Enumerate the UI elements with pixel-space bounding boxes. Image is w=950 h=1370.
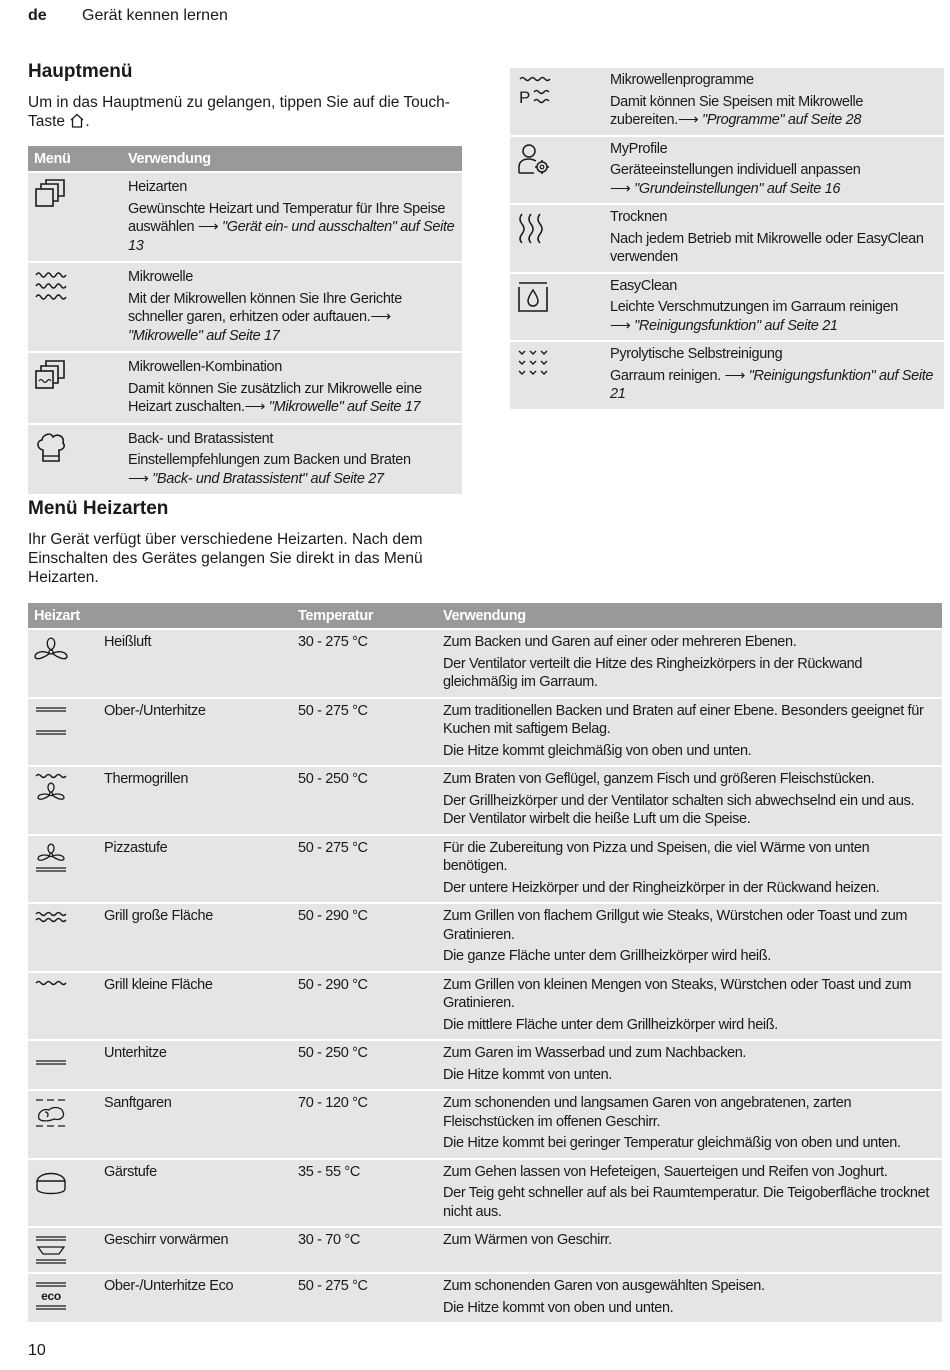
heating-temp: 50 - 290 °C [292,903,437,972]
heating-row [28,903,942,972]
heating-detail: Die ganze Fläche unter dem Grillheizkörper wird heiß. [443,948,771,964]
heating-name: Sanftgaren [98,1090,292,1159]
heating-use: Zum schonenden und langsamen Garen von angebratenen, zarten Fleischstücken im offenen Geschirr. [443,1095,852,1130]
heating-name: Geschirr vorwärmen [98,1227,292,1273]
heating-use: Zum schonenden Garen von ausgewählten Speisen. [443,1278,765,1294]
heating-use: Zum Grillen von flachem Grillgut wie Steaks, Würstchen oder Toast und zum Gratinieren. [443,908,908,943]
menu-row-back-bratassistent: Back- und Bratassistent Einstellempfehlungen zum Backen und Braten ⟶ "Back- und Bratassistent" auf Seite 27 [28,424,462,495]
heating-use: Zum Backen und Garen auf einer oder mehreren Ebenen. [443,634,797,650]
hauptmenue-intro-end: . [85,113,90,130]
microwave-combination-icon [34,359,68,391]
heating-detail: Die Hitze kommt gleichmäßig von oben und unten. [443,742,752,759]
bottom-heat-icon [32,1046,70,1080]
slow-cook-icon [32,1096,70,1130]
heizarten-intro: Ihr Gerät verfügt über verschiedene Heizarten. Nach dem Einschalten des Gerätes gelangen Sie direkt in das Menü Heizarten. [28,531,423,586]
heating-use: Zum Grillen von kleinen Mengen von Steaks, Würstchen oder Toast und zum Gratinieren. [443,976,912,1011]
menu-title: Back- und Bratassistent [128,430,274,447]
hauptmenue-heading: Hauptmenü [28,61,133,82]
top-bottom-heat-icon [32,704,70,738]
heating-use: Zum Gehen lassen von Hefeteigen, Sauerteigen und Reifen von Joghurt. [443,1163,888,1180]
heating-detail: Der Teig geht schneller auf als bei Raumtemperatur. Die Teigoberfläche trocknet nicht aus. [443,1185,930,1220]
eco-heat-icon [32,1279,70,1313]
heating-temp: 35 - 55 °C [292,1159,437,1228]
heating-detail: Die Hitze kommt von unten. [443,1066,612,1083]
thermo-grill-icon [32,772,70,806]
menu-text: Nach jedem Betrieb mit Mikrowelle oder EasyClean verwenden [610,230,924,265]
menu-ref-link[interactable]: "Programme" auf Seite 28 [702,112,862,128]
heating-name: Gärstufe [98,1159,292,1228]
hauptmenue-intro [28,93,468,131]
page-number: 10 [28,1342,46,1359]
menu-title: Trocknen [610,209,668,225]
heating-use: Zum Garen im Wasserbad und zum Nachbacken. [443,1045,747,1061]
myprofile-icon [516,143,554,177]
heating-detail: Die Hitze kommt von oben und unten. [443,1299,674,1316]
heating-temp: 30 - 275 °C [292,629,437,698]
heating-temp: 50 - 290 °C [292,972,437,1041]
menu-row-trocknen [510,204,944,273]
menu-row-heizarten: Heizarten Gewünschte Heizart und Temperatur für Ihre Speise auswählen ⟶ "Gerät ein- und ausschalten" auf Seite 13 [28,172,462,262]
col-temperature: Temperatur [292,603,437,629]
menu-text: Garraum reinigen. [610,367,721,384]
heating-modes-icon [34,179,68,209]
heating-name: Pizzastufe [98,835,292,904]
heating-detail: Der untere Heizkörper und der Ringheizkörper in der Rückwand heizen. [443,879,880,896]
chef-hat-icon [34,431,68,465]
menu-ref-link[interactable]: "Gerät ein- und ausschalten" auf Seite 13 [128,219,455,254]
menu-row-myprofile: MyProfile Geräteeinstellungen individuell anpassen ⟶ "Grundeinstellungen" auf Seite 16 [510,136,944,205]
col-menu: Menü [28,146,122,172]
menu-title: Pyrolytische Selbstreinigung [610,346,783,362]
menu-row-mikrowellenprogramme: P Mikrowellenprogramme Damit können Sie Speisen mit Mikrowelle zubereiten.⟶ "Programme" auf Seite 28 [510,68,944,136]
heating-name: Ober-/Unterhitze Eco [98,1273,292,1322]
menu-text: Einstellempfehlungen zum Backen und Braten [128,452,411,468]
menu-ref-link[interactable]: "Reinigungsfunktion" auf Seite 21 [634,317,838,334]
col-heating-mode: Heizart [28,603,292,629]
menu-title: Heizarten [128,179,187,195]
pizza-setting-icon [32,841,70,875]
heating-row [28,766,942,835]
heating-name: Grill große Fläche [98,903,292,972]
heating-name: Heißluft [98,629,292,698]
grill-small-icon [32,978,70,998]
heating-temp: 50 - 275 °C [292,835,437,904]
plate-warming-icon [32,1233,70,1267]
heating-use: Zum Wärmen von Geschirr. [443,1232,612,1248]
pyrolysis-icon [516,348,554,382]
microwave-programs-icon [516,74,554,108]
heating-temp: 70 - 120 °C [292,1090,437,1159]
heating-name: Ober-/Unterhitze [98,698,292,767]
heating-use: Zum Braten von Geflügel, ganzem Fisch und größeren Fleischstücken. [443,771,875,787]
proving-icon [32,1165,70,1199]
menu-row-pyrolyse: Pyrolytische Selbstreinigung Garraum reinigen. ⟶ "Reinigungsfunktion" auf Seite 21 [510,341,944,409]
menu-ref-link[interactable]: "Back- und Bratassistent" auf Seite 27 [152,470,384,487]
menu-title: Mikrowellenprogramme [610,72,754,88]
home-icon [69,113,85,128]
heating-row [28,1090,942,1159]
drying-icon [516,211,550,245]
heating-detail: Die Hitze kommt bei geringer Temperatur gleichmäßig von oben und unten. [443,1135,901,1151]
heating-name: Unterhitze [98,1040,292,1090]
heating-name: Grill kleine Fläche [98,972,292,1041]
heating-temp: 50 - 250 °C [292,766,437,835]
menu-text: Damit können Sie zusätzlich zur Mikrowelle eine Heizart zuschalten. [128,380,422,415]
heating-row [28,1040,942,1090]
menu-title: Mikrowellen-Kombination [128,359,282,375]
svg-text:P: P [519,88,530,107]
heating-name: Thermogrillen [98,766,292,835]
menu-title: Mikrowelle [128,269,193,285]
eco-label: eco [41,1289,61,1303]
hot-air-icon [32,635,70,669]
menu-ref-link[interactable]: "Mikrowelle" auf Seite 17 [128,327,280,344]
heating-use: Für die Zubereitung von Pizza und Speisen, die viel Wärme von unten benötigen. [443,839,870,874]
heating-temp: 50 - 250 °C [292,1040,437,1090]
menu-text: Gewünschte Heizart und Temperatur für Ihre Speise auswählen [128,200,446,235]
main-menu-table [28,146,462,494]
easyclean-icon [516,280,550,314]
menu-text: Leichte Verschmutzungen im Garraum reinigen [610,299,898,315]
heating-detail: Der Grillheizkörper und der Ventilator schalten sich abwechselnd ein und aus. Der Ventilator wirbelt die heiße Luft um die Speise. [443,792,915,827]
menu-row-mikrowelle: Mikrowelle Mit der Mikrowellen können Sie Ihre Gerichte schneller garen, erhitzen oder auftauen.⟶ "Mikrowelle" auf Seite 17 [28,262,462,352]
heating-row [28,835,942,904]
heating-temp: 30 - 70 °C [292,1227,437,1273]
heating-use: Zum traditionellen Backen und Braten auf einer Ebene. Besonders geeignet für Kuchen mit saftigem Belag. [443,702,924,737]
heating-row [28,629,942,698]
section-title: Gerät kennen lernen [82,7,228,24]
heating-row [28,698,942,767]
main-menu-table-continued [510,68,944,409]
heating-temp: 50 - 275 °C [292,698,437,767]
microwave-icon [34,269,68,303]
menu-text: Damit können Sie Speisen mit Mikrowelle zubereiten. [610,93,864,128]
heating-row [28,1159,942,1228]
col-usage: Verwendung [122,146,462,172]
menu-row-easyclean: EasyClean Leichte Verschmutzungen im Garraum reinigen ⟶ "Reinigungsfunktion" auf Seite 21 [510,273,944,342]
heating-row [28,1227,942,1273]
heating-temp: 50 - 275 °C [292,1273,437,1322]
menu-text: Geräteeinstellungen individuell anpassen [610,162,861,178]
menu-row-mikrowellen-kombination: Mikrowellen-Kombination Damit können Sie zusätzlich zur Mikrowelle eine Heizart zuschalten.⟶ "Mikrowelle" auf Seite 17 [28,352,462,424]
language-code: de [28,7,47,24]
heizarten-heading: Menü Heizarten [28,498,169,519]
heating-row [28,972,942,1041]
menu-ref-link[interactable]: "Grundeinstellungen" auf Seite 16 [634,180,841,197]
menu-ref-link[interactable]: "Mikrowelle" auf Seite 17 [268,399,421,415]
menu-title: MyProfile [610,140,668,157]
menu-text: Mit der Mikrowellen können Sie Ihre Gerichte schneller garen, erhitzen oder auftauen. [128,290,402,325]
menu-ref-link[interactable]: "Reinigungsfunktion" auf Seite 21 [610,367,934,402]
heating-modes-table [28,603,942,1322]
col-usage: Verwendung [437,603,942,629]
grill-large-icon [32,909,70,929]
hauptmenue-intro-text: Um in das Hauptmenü zu gelangen, tippen Sie auf die Touch-Taste [28,94,450,130]
heating-detail: Der Ventilator verteilt die Hitze des Ringheizkörpers in der Rückwand gleichmäßig im Garraum. [443,655,863,690]
heating-detail: Die mittlere Fläche unter dem Grillheizkörper wird heiß. [443,1016,778,1033]
heating-row [28,1273,942,1322]
menu-title: EasyClean [610,277,677,294]
